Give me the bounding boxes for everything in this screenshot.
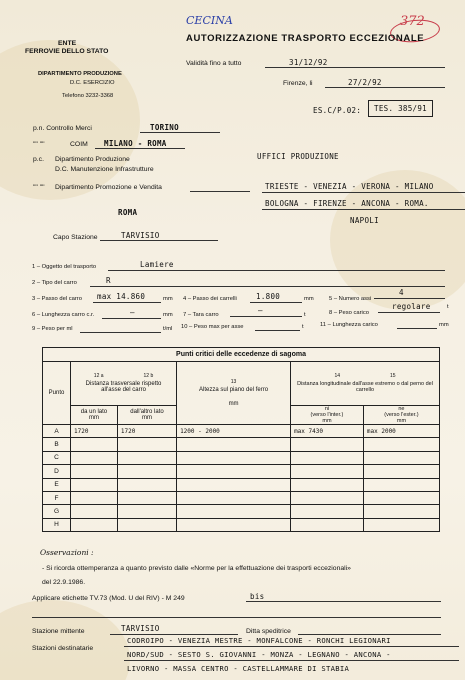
verso-est-text: (verso l'ester.) — [384, 412, 419, 418]
cell-ni — [291, 491, 364, 504]
f4-unit: mm — [304, 296, 314, 302]
dest-underline2 — [124, 660, 459, 661]
f8-unit: t — [447, 304, 449, 310]
handwritten-note: CECINA — [186, 14, 233, 27]
f7-unit: t — [304, 312, 306, 318]
dist-long-header — [291, 362, 440, 406]
cell-a — [71, 465, 118, 478]
validity-label: Validità fino a tutto — [186, 60, 242, 67]
f6-value: – — [130, 308, 135, 317]
ne-text: ne — [398, 406, 405, 412]
f4-label: 4 – Passo dei carrelli — [183, 296, 237, 302]
cell-ne — [363, 491, 439, 504]
altezza-text: Altezza sul piano del ferro — [199, 387, 269, 393]
ditta-label: Ditta speditrice — [246, 628, 291, 635]
coim-line — [95, 148, 185, 149]
dest-line1: CODROIPO - VENEZIA MESTRE - MONFALCONE - RONCHI LEGIONARI — [127, 636, 391, 645]
promo-value: ROMA — [118, 208, 138, 217]
f5-value: 4 — [399, 288, 404, 297]
uffici-line2: BOLOGNA - FIRENZE - ANCONA - ROMA. — [265, 199, 429, 208]
date-value: 27/2/92 — [348, 78, 382, 87]
punto-header: Punto — [43, 362, 71, 425]
coim-value: MILANO - ROMA — [104, 139, 167, 148]
col-15-number: 15 — [390, 372, 396, 379]
f5-label: 5 – Numero assi — [329, 296, 372, 302]
cell-p: E — [43, 478, 71, 491]
cell-b — [117, 438, 176, 451]
f1-value: Lamiere — [140, 260, 174, 269]
dist-long-text: Distanza longitudinale dall'asse estremo o dal perno del carrello — [297, 380, 433, 393]
capo-label: Capo Stazione — [53, 234, 98, 241]
cell-p: B — [43, 438, 71, 451]
uffici-line3: NAPOLI — [350, 216, 379, 225]
dest-underline1 — [124, 646, 459, 647]
cell-h — [177, 505, 291, 518]
dept-line2: D.C. ESERCIZIO — [70, 80, 115, 86]
validity-line — [265, 67, 445, 68]
cell-h — [177, 491, 291, 504]
cell-b — [117, 451, 176, 464]
cell-a — [71, 491, 118, 504]
handwritten-number: 372 — [400, 14, 425, 29]
col-12b-number: 12 b — [143, 372, 154, 379]
ni-text: ni — [324, 406, 330, 412]
cell-ne — [363, 478, 439, 491]
cell-p: A — [43, 425, 71, 438]
cell-b — [117, 491, 176, 504]
coim-prefix: "" "" — [33, 141, 45, 148]
f1-label: 1 – Oggetto del trasporto — [32, 264, 97, 270]
dest-label: Stazioni destinatarie — [32, 645, 94, 652]
f11-line — [397, 328, 437, 329]
cell-ni — [291, 451, 364, 464]
f11-unit: mm — [439, 322, 449, 328]
f1-line — [108, 270, 445, 271]
paper-stain — [0, 40, 140, 200]
f2-line — [90, 286, 445, 287]
cell-a — [71, 505, 118, 518]
cell-ne — [363, 465, 439, 478]
ente-name: FERROVIE DELLO STATO — [25, 48, 109, 55]
dest-line3: LIVORNO - MASSA CENTRO - CASTELLAMMARE DI STABIA — [127, 664, 350, 673]
cell-b — [117, 465, 176, 478]
pc-label: p.c. — [33, 156, 44, 163]
cell-ne — [363, 505, 439, 518]
table-row — [43, 425, 440, 438]
f11-label: 11 – Lunghezza carico — [320, 322, 378, 328]
etichette-line — [246, 601, 441, 602]
controllo-value: TORINO — [150, 123, 179, 132]
f7-label: 7 – Tara carro — [183, 312, 219, 318]
f10-line — [255, 330, 300, 331]
table-row — [43, 478, 440, 491]
f7-value: – — [258, 306, 263, 315]
cell-b: 1720 — [117, 425, 176, 438]
promo-line — [190, 191, 250, 192]
uffici-underline1 — [262, 192, 465, 193]
f4-value: 1.800 — [256, 292, 281, 301]
promo-prefix: "" "" — [33, 184, 45, 191]
da-un-lato-text: da un lato — [80, 409, 108, 415]
f6-line — [102, 318, 161, 319]
col-14-number: 14 — [334, 372, 341, 379]
cell-h — [177, 451, 291, 464]
cell-a: 1720 — [71, 425, 118, 438]
da-un-lato-unit: mm — [88, 415, 99, 421]
cell-ni — [291, 478, 364, 491]
table-row — [43, 505, 440, 518]
dp-line2: D.C. Manutenzione Infrastrutture — [55, 166, 154, 173]
cell-ni — [291, 518, 364, 531]
city-label: Firenze, li — [283, 80, 313, 87]
f2-value: R — [106, 276, 111, 285]
ref-box: TES. 385/91 — [368, 100, 433, 117]
blank-line — [32, 617, 441, 618]
ne-header — [363, 406, 439, 425]
cell-a — [71, 438, 118, 451]
da-un-lato-header — [71, 406, 118, 425]
dist-trasv-header — [71, 362, 177, 406]
cell-b — [117, 478, 176, 491]
capo-value: TARVISIO — [121, 231, 160, 240]
mittente-label: Stazione mittente — [32, 628, 85, 635]
table-row — [43, 451, 440, 464]
col-12a-number: 12 a — [93, 372, 104, 379]
ditta-line — [298, 634, 441, 635]
uffici-underline2 — [262, 209, 465, 210]
note-line1: - Si ricorda ottemperanza a quanto previsto dalle «Norme per la effettuazione dei trasporti eccezionali» — [42, 565, 351, 572]
cell-ni — [291, 438, 364, 451]
capo-line — [100, 240, 218, 241]
f8-label: 8 – Peso carico — [329, 310, 369, 316]
f3-label: 3 – Passo del carro — [32, 296, 82, 302]
ni-unit: mm — [322, 418, 332, 424]
f3-line — [93, 302, 161, 303]
ente-label: ENTE — [58, 40, 77, 47]
promo-label: Dipartimento Promozione e Vendita — [55, 184, 162, 191]
etichette-value: bis — [250, 592, 265, 601]
cell-h — [177, 438, 291, 451]
cell-h — [177, 478, 291, 491]
table-row — [43, 518, 440, 531]
f10-unit: t — [302, 324, 304, 330]
dest-line2: NORD/SUD - SESTO S. GIOVANNI - MONZA - LEGNANO - ANCONA - — [127, 650, 391, 659]
mittente-value: TARVISIO — [121, 624, 160, 633]
verso-int-text: (verso l'inter.) — [310, 412, 344, 418]
dall-altro-unit: mm — [141, 415, 152, 421]
phone: Telefono 3232-3368 — [62, 93, 114, 99]
f9-line — [80, 332, 161, 333]
altezza-unit: mm — [228, 401, 239, 407]
cell-ni — [291, 505, 364, 518]
f8-value: regolare — [392, 302, 431, 311]
dp-line1: Dipartimento Produzione — [55, 156, 130, 163]
controllo-line — [140, 132, 220, 133]
paper-stain — [0, 600, 130, 680]
f3-value: max 14.860 — [97, 292, 146, 301]
cell-a — [71, 451, 118, 464]
table-row — [43, 438, 440, 451]
uffici-line1: TRIESTE - VENEZIA - VERONA - MILANO — [265, 182, 434, 191]
dist-trasv-text: Distanza trasversale rispetto all'asse del carro — [85, 380, 162, 393]
etichette-label: Applicare etichette TV.73 (Mod. U del RIV) - M 249 — [32, 595, 185, 602]
cell-h — [177, 518, 291, 531]
uffici-title: UFFICI PRODUZIONE — [257, 152, 339, 161]
controllo-label: p.n. Controllo Merci — [33, 125, 92, 132]
cell-ne: max 2000 — [363, 425, 439, 438]
f9-unit: t/ml — [163, 326, 173, 332]
cell-p: H — [43, 518, 71, 531]
cell-h: 1200 - 2000 — [177, 425, 291, 438]
document-title: AUTORIZZAZIONE TRASPORTO ECCEZIONALE — [186, 33, 425, 44]
cell-a — [71, 518, 118, 531]
f4-line — [250, 302, 302, 303]
cell-p: F — [43, 491, 71, 504]
altezza-header — [177, 362, 291, 425]
col-13-number: 13 — [230, 379, 237, 385]
cell-b — [117, 518, 176, 531]
critical-points-table — [42, 347, 440, 532]
f10-label: 10 – Peso max per asse — [181, 324, 244, 330]
cell-ne — [363, 518, 439, 531]
cell-h — [177, 465, 291, 478]
f5-line — [374, 298, 445, 299]
mittente-line — [110, 634, 238, 635]
f7-line — [230, 316, 302, 317]
dept-line1: DIPARTIMENTO PRODUZIONE — [38, 71, 122, 77]
f2-label: 2 – Tipo del carro — [32, 280, 77, 286]
f8-line — [378, 312, 440, 313]
f9-label: 9 – Peso per ml — [32, 326, 73, 332]
f6-label: 6 – Lunghezza carro c.r. — [32, 312, 95, 318]
validity-value: 31/12/92 — [289, 58, 328, 67]
cell-p: C — [43, 451, 71, 464]
cell-ne — [363, 438, 439, 451]
cell-ni — [291, 465, 364, 478]
date-line — [325, 87, 445, 88]
cell-ne — [363, 451, 439, 464]
table-row — [43, 491, 440, 504]
cell-p: D — [43, 465, 71, 478]
coim-label: COIM — [70, 141, 88, 148]
f3-unit: mm — [163, 296, 173, 302]
ref-label: ES.C/P.02: — [313, 106, 362, 115]
paper-stain — [330, 170, 465, 310]
f6-unit: mm — [163, 312, 173, 318]
osservazioni-label: Osservazioni : — [40, 548, 94, 557]
cell-p: G — [43, 505, 71, 518]
cell-b — [117, 505, 176, 518]
cell-ni: max 7430 — [291, 425, 364, 438]
table-title: Punti critici delle eccedenze di sagoma — [43, 348, 440, 362]
ni-header — [291, 406, 364, 425]
table-row — [43, 465, 440, 478]
note-line2: del 22.9.1986. — [42, 579, 86, 586]
ne-unit: mm — [396, 418, 407, 424]
table-body — [43, 425, 440, 532]
cell-a — [71, 478, 118, 491]
dall-altro-text: dall'altro lato — [130, 409, 164, 415]
dall-altro-header — [117, 406, 176, 425]
